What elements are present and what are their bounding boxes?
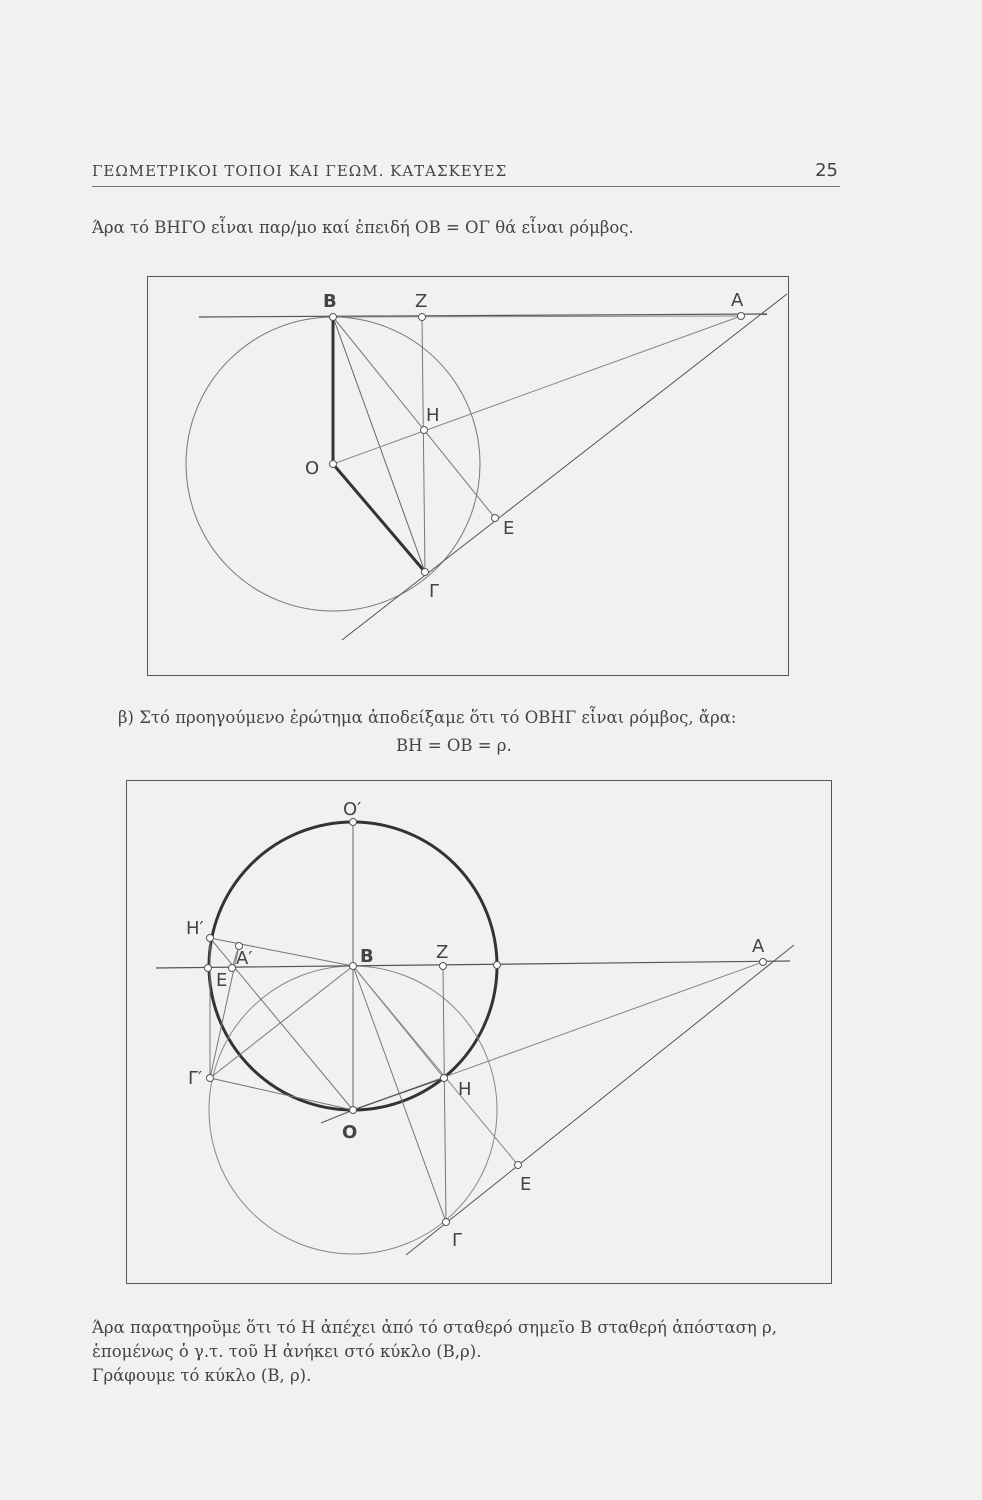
figure-1-points <box>330 313 745 576</box>
label-h: H <box>458 1079 472 1100</box>
text-line-3: ΒΗ = ΟΒ = ρ. <box>396 736 512 755</box>
secant-line-agamma <box>342 294 787 640</box>
segment-zgamma <box>422 317 425 572</box>
point-left-intersection <box>205 965 212 972</box>
figure-2-drawing <box>126 780 832 1284</box>
point-g1 <box>207 1075 214 1082</box>
point-right-intersection <box>494 962 501 969</box>
point-z <box>419 314 426 321</box>
point-e <box>492 515 499 522</box>
segment-h1-b <box>210 938 353 966</box>
figure-1 <box>147 276 789 676</box>
point-z <box>440 963 447 970</box>
point-a <box>738 313 745 320</box>
label-gamma: Γ <box>429 581 440 602</box>
point-gamma <box>443 1219 450 1226</box>
point-h1 <box>207 935 214 942</box>
point-o <box>350 1107 357 1114</box>
label-a: A <box>731 290 744 311</box>
segment-ogamma <box>333 464 425 572</box>
label-gamma: Γ <box>452 1230 463 1251</box>
figure-2 <box>126 780 832 1284</box>
segment-zgamma <box>443 966 446 1222</box>
point-h <box>441 1075 448 1082</box>
text-line-5: ἑπομένως ὁ γ.τ. τοῦ Η ἀνήκει στό κύκλο (Β,ρ). <box>92 1342 482 1361</box>
figure-1-frame <box>148 277 789 676</box>
segment-oa <box>333 316 741 464</box>
running-header-title: ΓΕΩΜΕΤΡΙΚΟΙ ΤΟΠΟΙ ΚΑΙ ΓΕΩΜ. ΚΑΤΑΣΚΕΥΕΣ <box>92 162 508 180</box>
label-a1: A′ <box>236 948 253 969</box>
text-line-4: Άρα παρατηροῦμε ὅτι τό Η ἀπέχει ἀπό τό σταθερό σημεῖο Β σταθερή ἀπόσταση ρ, <box>92 1318 777 1337</box>
point-a <box>760 959 767 966</box>
point-e <box>515 1162 522 1169</box>
segment-g1-o <box>210 1078 353 1110</box>
page-number: 25 <box>815 160 838 181</box>
point-o <box>330 461 337 468</box>
label-o: O <box>342 1122 358 1143</box>
label-a: A <box>752 936 765 957</box>
label-b: B <box>323 291 337 312</box>
segment-be <box>333 317 495 518</box>
label-e: E <box>503 518 515 539</box>
label-h1: H′ <box>186 918 204 939</box>
point-b <box>350 963 357 970</box>
label-h: H <box>426 405 440 426</box>
segment-h1-o <box>210 938 353 1110</box>
figure-1-drawing <box>147 276 789 676</box>
text-line-1: Άρα τό ΒΗΓΟ εἶναι παρ/μο καί ἐπειδή ΟΒ = ΟΓ θά εἶναι ρόμβος. <box>92 218 634 237</box>
label-z: Z <box>436 942 449 963</box>
segment-oh <box>353 1078 444 1110</box>
segment-bh <box>353 966 444 1078</box>
label-o: O <box>305 458 320 479</box>
point-e1 <box>229 965 236 972</box>
label-o1: O′ <box>343 799 362 820</box>
segment-bgamma <box>333 317 425 572</box>
point-h <box>421 427 428 434</box>
label-e: E <box>520 1174 532 1195</box>
running-header <box>92 160 840 187</box>
text-line-6: Γράφουμε τό κύκλο (Β, ρ). <box>92 1366 312 1385</box>
point-b <box>330 314 337 321</box>
text-line-2: β) Στό προηγούμενο ἐρώτημα ἀποδείξαμε ὅτι τό ΟΒΗΓ εἶναι ρόμβος, ἄρα: <box>118 708 737 727</box>
label-z: Z <box>415 291 428 312</box>
label-b: B <box>360 946 374 967</box>
point-gamma <box>422 569 429 576</box>
label-g1: Γ′ <box>188 1068 203 1089</box>
segment-g1-b <box>210 966 353 1078</box>
label-e1: E <box>216 970 228 991</box>
